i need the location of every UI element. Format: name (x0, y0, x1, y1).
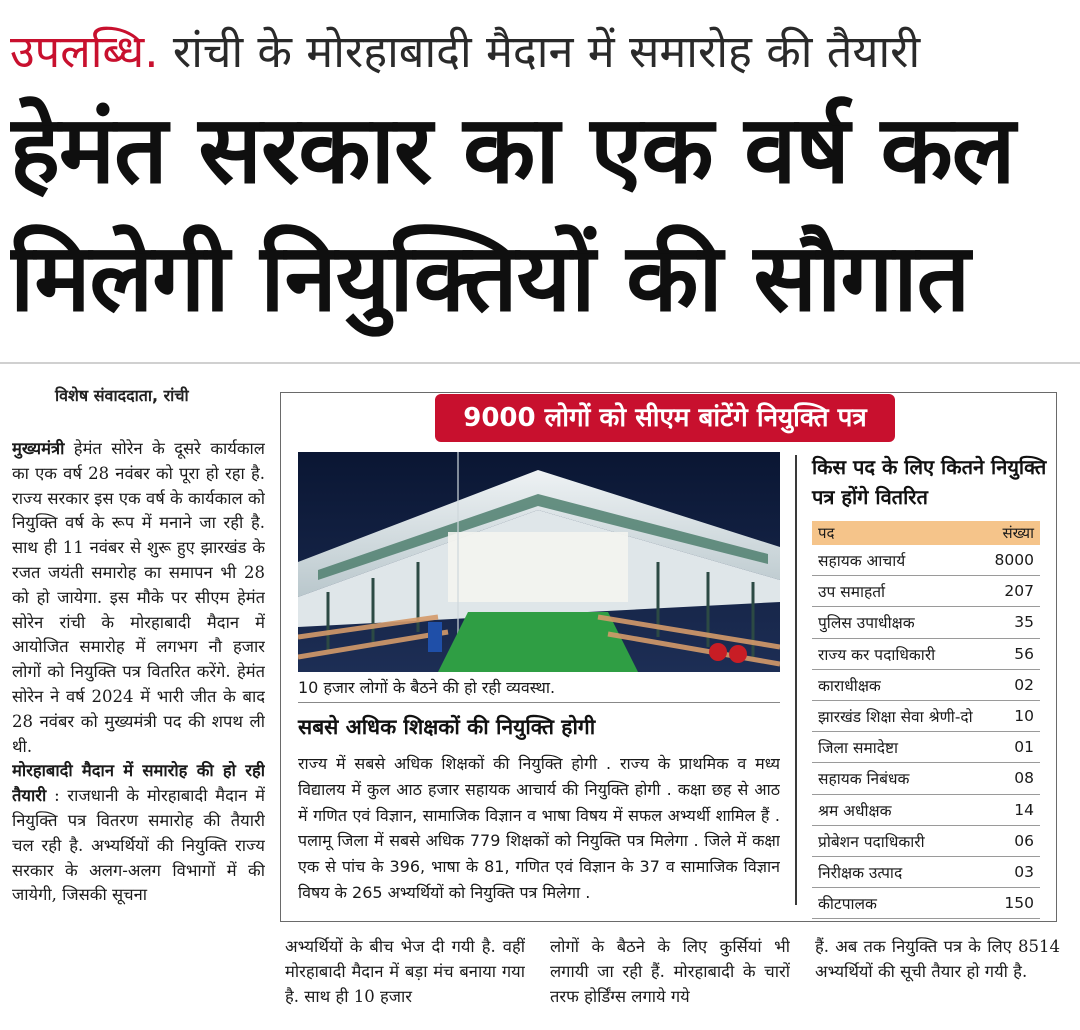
box-story-body: राज्य में सबसे अधिक शिक्षकों की नियुक्ति होगी . राज्य के प्राथमिक व मध्य विद्यालय में कुल आठ हजार सहायक आचार्य की नियुक्ति होगी . कक्षा छह से आठ में गणित एवं विज्ञान, सामाजिक विज्ञान व भाषा विषय में सफल अभ्यर्थी शामिल हैं . पलामू जिला में सबसे अधिक 779 शिक्षकों को नियुक्ति पत्र मिलेगा . जिले में कक्षा एक से पांच के 396, भाषा के 81, गणित एवं विज्ञान के 37 व सामाजिक विज्ञान विषय के 265 अभ्यर्थियों को नियुक्ति पत्र मिलेगा . (298, 754, 780, 902)
table-row (812, 794, 1040, 825)
row-post: कीटपालक (812, 888, 986, 919)
header-post: पद (812, 521, 986, 545)
table-row (812, 825, 1040, 856)
story-para-2: : राजधानी के मोरहाबादी मैदान में नियुक्ति पत्र वितरण समारोह की तैयारी चल रही है. अभ्यर्थियों की नियुक्ति राज्य सरकार के अलग-अलग विभागों में की जायेगी, जिसकी सूचना (12, 786, 265, 905)
table-row (812, 545, 1040, 576)
row-count: 56 (986, 638, 1040, 669)
kicker-dot: . (144, 25, 159, 78)
box-banner: 9000 लोगों को सीएम बांटेंगे नियुक्ति पत्र (435, 394, 895, 442)
box-story-headline: सबसे अधिक शिक्षकों की नियुक्ति होगी (298, 715, 596, 739)
divider (0, 362, 1080, 364)
row-count: 03 (986, 856, 1040, 887)
row-count: 08 (986, 763, 1040, 794)
row-count: 06 (986, 825, 1040, 856)
story-continuation-2: अभ्यर्थियों के बीच भेज दी गयी है. वहीं मोरहाबादी मैदान में बड़ा मंच बनाया गया है. साथ ही 10 हजार (285, 937, 525, 1006)
headline-line-2: मिलेगी नियुक्तियों की सौगात (10, 224, 970, 333)
header-count: संख्या (986, 521, 1040, 545)
headline-line-1: हेमंत सरकार का एक वर्ष कल (10, 96, 1015, 205)
story-subhead: मोरहाबादी मैदान में समारोह की हो रही तैयारी (12, 761, 265, 806)
byline: विशेष संवाददाता, रांची (55, 386, 189, 405)
table-row (812, 669, 1040, 700)
story-continuation-3: लोगों के बैठने के लिए कुर्सियां भी लगायी जा रही हैं. मोरहाबादी के चारों तरफ होर्डिंग्स लगाये गये (550, 937, 790, 1006)
row-post: श्रम अधीक्षक (812, 794, 986, 825)
table-row (812, 607, 1040, 638)
table-row (812, 888, 1040, 919)
row-count: 02 (986, 669, 1040, 700)
row-post: जिला समादेष्टा (812, 732, 986, 763)
table-row (812, 638, 1040, 669)
row-count: 150 (986, 888, 1040, 919)
row-post: राज्य कर पदाधिकारी (812, 638, 986, 669)
kicker-text: रांची के मोरहाबादी मैदान में समारोह की तैयारी (158, 25, 921, 78)
tent-illustration (298, 452, 780, 672)
story-continuation-4: हैं. अब तक नियुक्ति पत्र के लिए 8514 अभ्यर्थियों की सूची तैयार हो गयी है. (815, 937, 1060, 981)
row-post: उप समाहर्ता (812, 576, 986, 607)
row-post: काराधीक्षक (812, 669, 986, 700)
venue-photo (298, 452, 780, 672)
table-row (812, 763, 1040, 794)
row-post: सहायक निबंधक (812, 763, 986, 794)
row-count: 01 (986, 732, 1040, 763)
posts-table (812, 521, 1040, 919)
lead-word: मुख्यमंत्री (12, 439, 65, 458)
row-count: 35 (986, 607, 1040, 638)
row-count: 8000 (986, 545, 1040, 576)
row-count: 14 (986, 794, 1040, 825)
table-row (812, 576, 1040, 607)
caption-divider (298, 702, 780, 703)
kicker-tag: उपलब्धि (10, 25, 145, 78)
photo-caption: 10 हजार लोगों के बैठने की हो रही व्यवस्था. (298, 678, 556, 697)
row-count: 207 (986, 576, 1040, 607)
story-para-1: हेमंत सोरेन के दूसरे कार्यकाल का एक वर्ष 28 नवंबर को पूरा हो रहा है. राज्य सरकार इस एक वर्ष के कार्यकाल को नियुक्ति वर्ष के रूप में मनाने जा रही है. साथ ही 11 नवंबर से शुरू हुए झारखंड के रजत जयंती समारोह का समापन भी 28 को हो जायेगा. इस मौके पर सीएम हेमंत सोरेन रांची के मोरहाबादी मैदान में आयोजित समारोह में लगभग नौ हजार लोगों को नियुक्ति पत्र वितरित करेंगे. हेमंत सोरेन ने वर्ष 2024 में भारी जीत के बाद 28 नवंबर को मुख्यमंत्री पद की शपथ ली थी. (12, 439, 265, 756)
table-row (812, 856, 1040, 887)
row-post: निरीक्षक उत्पाद (812, 856, 986, 887)
table-row (812, 732, 1040, 763)
kicker-line (10, 22, 1070, 84)
row-post: झारखंड शिक्षा सेवा श्रेणी-दो (812, 700, 986, 731)
story-column-1 (12, 437, 265, 905)
table-row (812, 700, 1040, 731)
box-vertical-divider (795, 455, 797, 905)
row-post: प्रोबेशन पदाधिकारी (812, 825, 986, 856)
table-title: किस पद के लिए कितने नियुक्ति पत्र होंगे वितरित (812, 455, 1047, 509)
row-post: सहायक आचार्य (812, 545, 986, 576)
row-count: 10 (986, 700, 1040, 731)
row-post: पुलिस उपाधीक्षक (812, 607, 986, 638)
table-header-row (812, 521, 1040, 545)
